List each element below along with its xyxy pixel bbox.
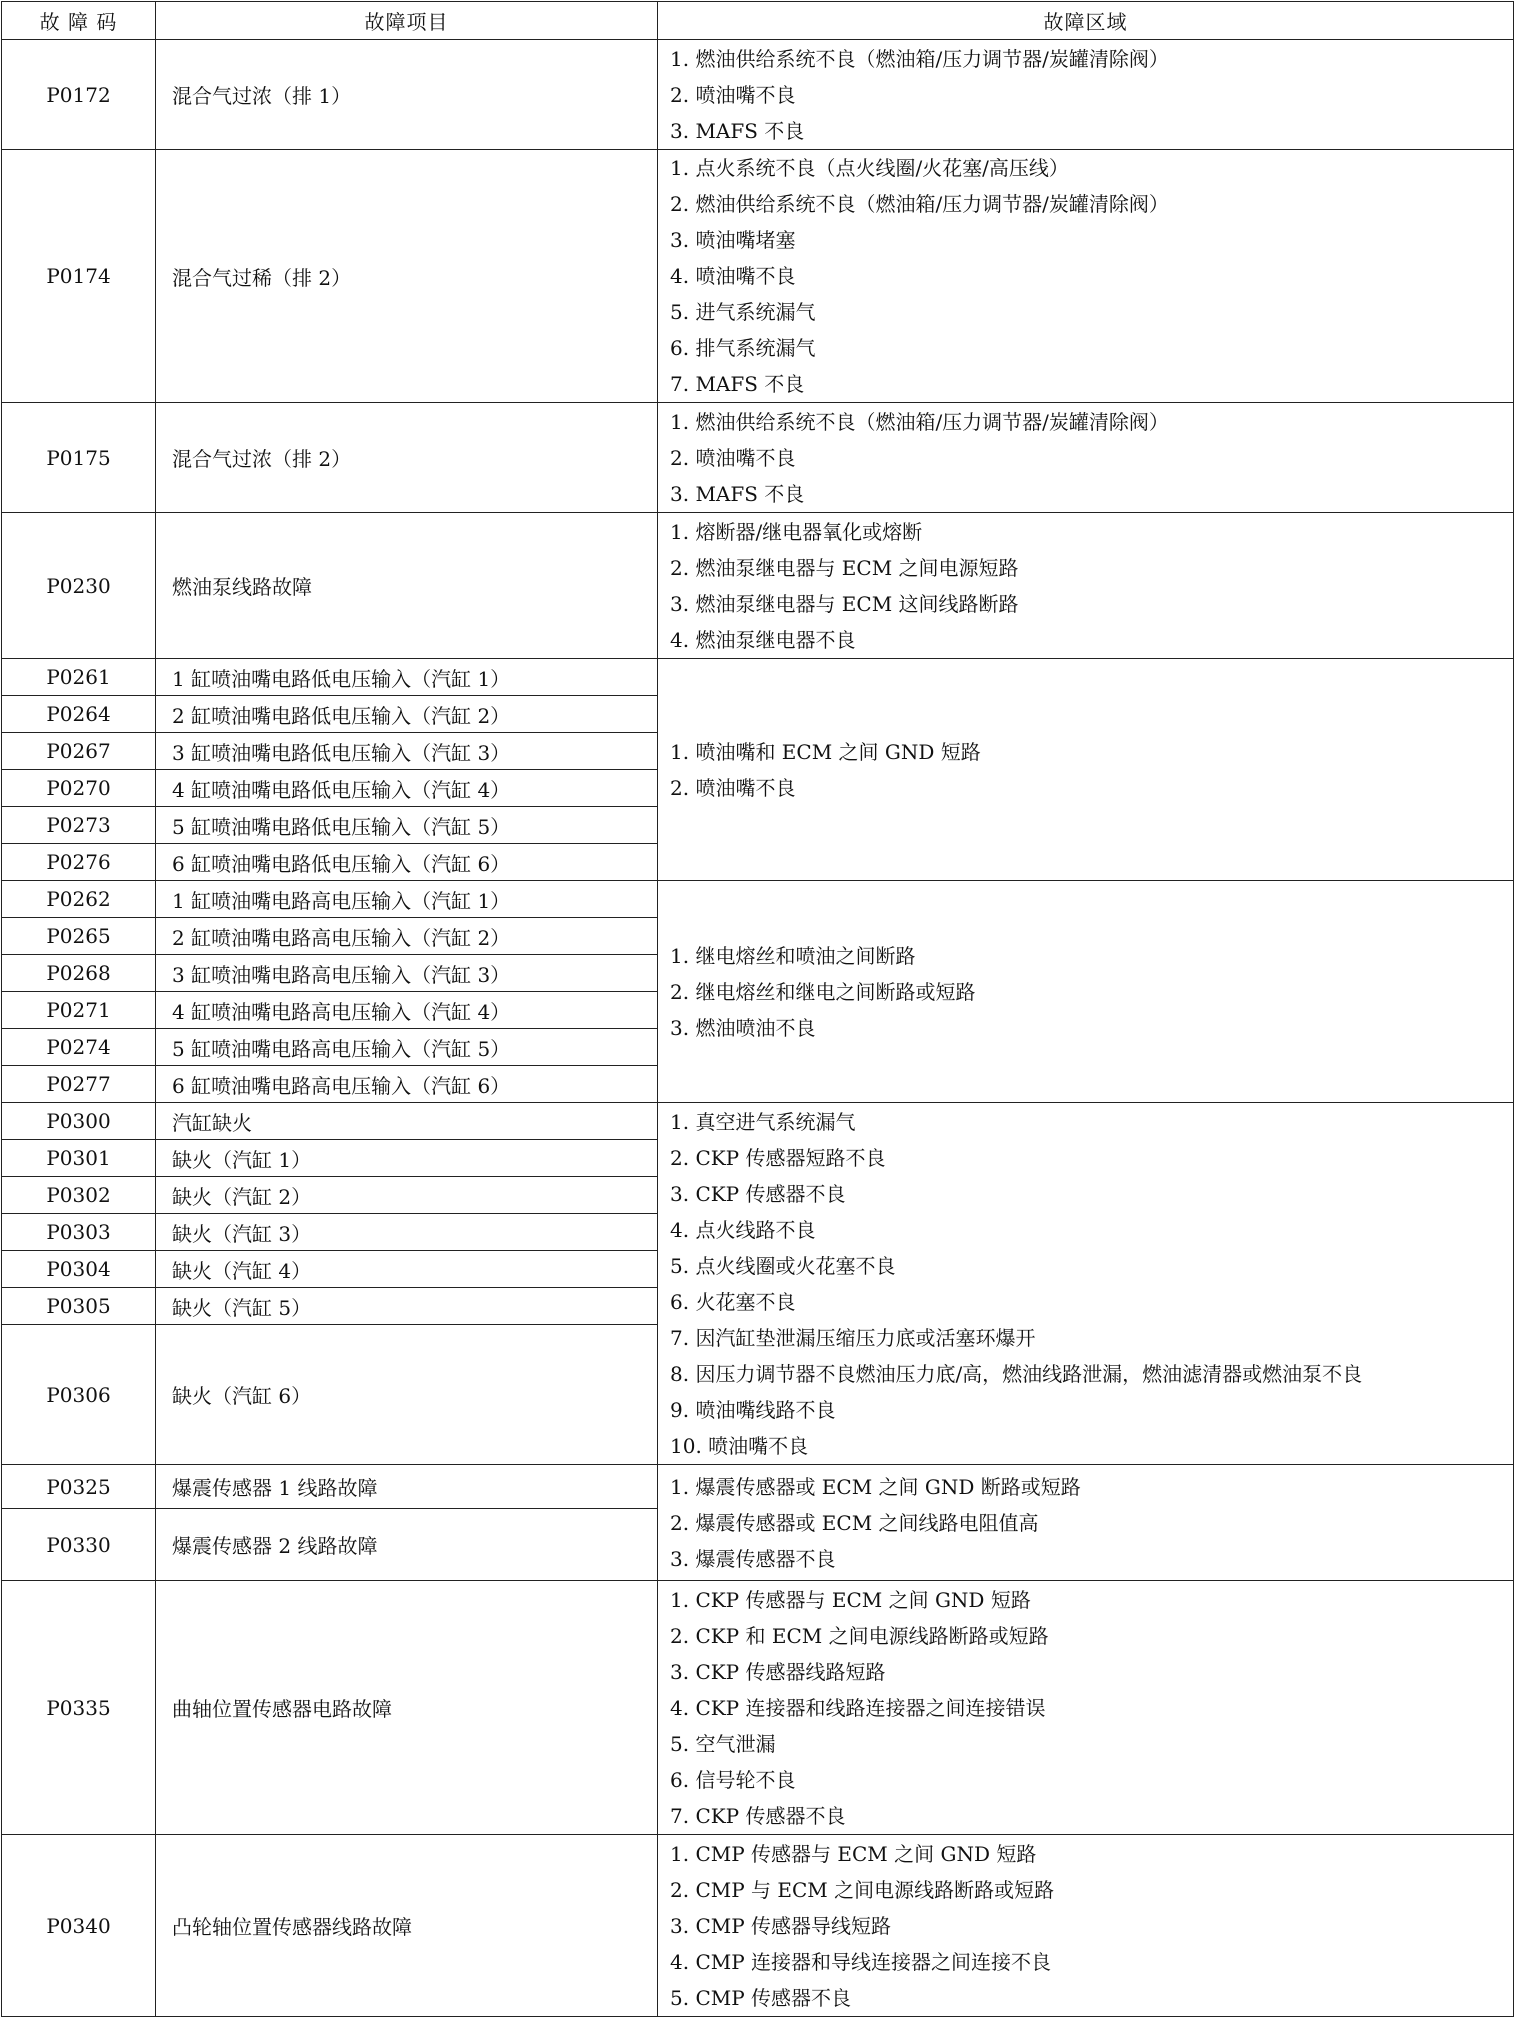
fault-code-cell: P0325 bbox=[2, 1465, 156, 1509]
fault-area-cell bbox=[658, 40, 1514, 150]
table-row bbox=[2, 1465, 1514, 1509]
fault-area-line: 3. CMP 传感器导线短路 bbox=[670, 1913, 892, 1938]
fault-area-line: 1. 继电熔丝和喷油之间断路 bbox=[670, 943, 916, 968]
fault-area-line: 5. 空气泄漏 bbox=[670, 1731, 776, 1756]
fault-item-cell: 缺火（汽缸 5） bbox=[156, 1288, 658, 1325]
table-row bbox=[2, 881, 1514, 918]
fault-area-line: 1. 喷油嘴和 ECM 之间 GND 短路 bbox=[670, 739, 981, 764]
fault-area-cell bbox=[658, 659, 1514, 881]
fault-area-cell bbox=[658, 1835, 1514, 2017]
fault-item-cell: 缺火（汽缸 3） bbox=[156, 1214, 658, 1251]
fault-area-line: 4. 点火线路不良 bbox=[670, 1217, 816, 1242]
fault-item-cell: 凸轮轴位置传感器线路故障 bbox=[156, 1835, 658, 2017]
fault-code-cell: P0264 bbox=[2, 696, 156, 733]
fault-area-line: 10. 喷油嘴不良 bbox=[670, 1433, 809, 1458]
fault-area-line: 3. MAFS 不良 bbox=[670, 481, 805, 506]
fault-code-cell: P0300 bbox=[2, 1103, 156, 1140]
fault-code-cell: P0175 bbox=[2, 403, 156, 513]
table-row bbox=[2, 150, 1514, 403]
table-row bbox=[2, 659, 1514, 696]
fault-area-line: 1. 熔断器/继电器氧化或熔断 bbox=[670, 519, 923, 544]
fault-code-cell: P0261 bbox=[2, 659, 156, 696]
fault-item-cell: 燃油泵线路故障 bbox=[156, 513, 658, 659]
fault-item-cell: 3 缸喷油嘴电路低电压输入（汽缸 3） bbox=[156, 733, 658, 770]
fault-item-cell: 缺火（汽缸 2） bbox=[156, 1177, 658, 1214]
fault-code-cell: P0306 bbox=[2, 1325, 156, 1465]
table-row bbox=[2, 513, 1514, 659]
fault-code-cell: P0304 bbox=[2, 1251, 156, 1288]
fault-code-cell: P0230 bbox=[2, 513, 156, 659]
fault-code-table bbox=[1, 1, 1514, 2017]
fault-area-line: 1. CKP 传感器与 ECM 之间 GND 短路 bbox=[670, 1587, 1031, 1612]
fault-code-cell: P0271 bbox=[2, 992, 156, 1029]
fault-area-line: 2. 燃油泵继电器与 ECM 之间电源短路 bbox=[670, 555, 1019, 580]
fault-area-line: 2. 继电熔丝和继电之间断路或短路 bbox=[670, 979, 976, 1004]
fault-item-cell: 4 缸喷油嘴电路低电压输入（汽缸 4） bbox=[156, 770, 658, 807]
fault-code-cell: P0262 bbox=[2, 881, 156, 918]
fault-area-line: 6. 排气系统漏气 bbox=[670, 336, 816, 360]
fault-area-line: 2. 喷油嘴不良 bbox=[670, 82, 796, 107]
fault-code-cell: P0274 bbox=[2, 1029, 156, 1066]
fault-area-line: 2. CKP 传感器短路不良 bbox=[670, 1145, 886, 1170]
table-row bbox=[2, 403, 1514, 513]
fault-area-line: 2. 爆震传感器或 ECM 之间线路电阻值高 bbox=[670, 1510, 1039, 1535]
fault-area-cell bbox=[658, 403, 1514, 513]
fault-area-line: 7. CKP 传感器不良 bbox=[670, 1803, 846, 1828]
fault-code-cell: P0273 bbox=[2, 807, 156, 844]
fault-area-line: 3. MAFS 不良 bbox=[670, 118, 805, 143]
fault-item-cell: 混合气过浓（排 1） bbox=[156, 40, 658, 150]
fault-item-cell: 4 缸喷油嘴电路高电压输入（汽缸 4） bbox=[156, 992, 658, 1029]
fault-area-line: 2. 喷油嘴不良 bbox=[670, 445, 796, 470]
fault-item-cell: 6 缸喷油嘴电路低电压输入（汽缸 6） bbox=[156, 844, 658, 881]
fault-area-cell bbox=[658, 1465, 1514, 1581]
table-row bbox=[2, 40, 1514, 150]
fault-item-cell: 混合气过稀（排 2） bbox=[156, 150, 658, 403]
fault-item-cell: 6 缸喷油嘴电路高电压输入（汽缸 6） bbox=[156, 1066, 658, 1103]
fault-item-cell: 缺火（汽缸 4） bbox=[156, 1251, 658, 1288]
fault-item-cell: 曲轴位置传感器电路故障 bbox=[156, 1581, 658, 1835]
fault-area-line: 2. CKP 和 ECM 之间电源线路断路或短路 bbox=[670, 1623, 1049, 1648]
fault-area-line: 2. CMP 与 ECM 之间电源线路断路或短路 bbox=[670, 1877, 1055, 1902]
fault-code-cell: P0305 bbox=[2, 1288, 156, 1325]
fault-item-cell: 汽缸缺火 bbox=[156, 1103, 658, 1140]
fault-area-line: 1. 点火系统不良（点火线圈/火花塞/高压线） bbox=[670, 156, 1069, 180]
fault-code-cell: P0330 bbox=[2, 1509, 156, 1581]
header-fault-area: 故障区域 bbox=[658, 2, 1514, 40]
fault-area-line: 5. CMP 传感器不良 bbox=[670, 1985, 852, 2010]
fault-area-line: 3. CKP 传感器线路短路 bbox=[670, 1659, 886, 1684]
fault-area-line: 4. CMP 连接器和导线连接器之间连接不良 bbox=[670, 1949, 1052, 1974]
fault-area-line: 1. 燃油供给系统不良（燃油箱/压力调节器/炭罐清除阀） bbox=[670, 409, 1169, 434]
fault-item-cell: 2 缸喷油嘴电路低电压输入（汽缸 2） bbox=[156, 696, 658, 733]
fault-code-cell: P0267 bbox=[2, 733, 156, 770]
fault-area-line: 3. 燃油喷油不良 bbox=[670, 1015, 816, 1040]
fault-area-line: 6. 信号轮不良 bbox=[670, 1767, 796, 1792]
fault-item-cell: 1 缸喷油嘴电路低电压输入（汽缸 1） bbox=[156, 659, 658, 696]
fault-code-cell: P0335 bbox=[2, 1581, 156, 1835]
fault-area-line: 2. 喷油嘴不良 bbox=[670, 775, 796, 800]
fault-area-line: 5. 点火线圈或火花塞不良 bbox=[670, 1253, 896, 1278]
fault-area-line: 1. 爆震传感器或 ECM 之间 GND 断路或短路 bbox=[670, 1474, 1081, 1499]
fault-code-cell: P0277 bbox=[2, 1066, 156, 1103]
table-row bbox=[2, 1581, 1514, 1835]
fault-area-line: 8. 因压力调节器不良燃油压力底/高，燃油线路泄漏，燃油滤清器或燃油泵不良 bbox=[670, 1361, 1363, 1386]
table-row bbox=[2, 1103, 1514, 1140]
fault-code-cell: P0174 bbox=[2, 150, 156, 403]
fault-area-line: 4. 燃油泵继电器不良 bbox=[670, 627, 856, 652]
fault-item-cell: 5 缸喷油嘴电路高电压输入（汽缸 5） bbox=[156, 1029, 658, 1066]
fault-area-line: 3. CKP 传感器不良 bbox=[670, 1181, 846, 1206]
fault-item-cell: 混合气过浓（排 2） bbox=[156, 403, 658, 513]
fault-area-line: 6. 火花塞不良 bbox=[670, 1289, 796, 1314]
fault-area-cell bbox=[658, 881, 1514, 1103]
fault-code-cell: P0340 bbox=[2, 1835, 156, 2017]
fault-code-cell: P0268 bbox=[2, 955, 156, 992]
fault-item-cell: 1 缸喷油嘴电路高电压输入（汽缸 1） bbox=[156, 881, 658, 918]
fault-area-line: 1. 燃油供给系统不良（燃油箱/压力调节器/炭罐清除阀） bbox=[670, 46, 1169, 71]
fault-item-cell: 缺火（汽缸 1） bbox=[156, 1140, 658, 1177]
fault-area-line: 2. 燃油供给系统不良（燃油箱/压力调节器/炭罐清除阀） bbox=[670, 192, 1169, 216]
fault-area-line: 4. CKP 连接器和线路连接器之间连接错误 bbox=[670, 1695, 1046, 1720]
fault-code-cell: P0265 bbox=[2, 918, 156, 955]
fault-area-line: 3. 爆震传感器不良 bbox=[670, 1546, 836, 1571]
fault-item-cell: 缺火（汽缸 6） bbox=[156, 1325, 658, 1465]
fault-area-line: 3. 喷油嘴堵塞 bbox=[670, 228, 796, 252]
fault-code-cell: P0270 bbox=[2, 770, 156, 807]
fault-area-cell bbox=[658, 513, 1514, 659]
header-fault-code: 故 障 码 bbox=[2, 2, 156, 40]
fault-area-line: 7. MAFS 不良 bbox=[670, 372, 805, 396]
fault-item-cell: 5 缸喷油嘴电路低电压输入（汽缸 5） bbox=[156, 807, 658, 844]
fault-item-cell: 爆震传感器 1 线路故障 bbox=[156, 1465, 658, 1509]
fault-area-line: 7. 因汽缸垫泄漏压缩压力底或活塞环爆开 bbox=[670, 1325, 1036, 1350]
table-header-row bbox=[2, 2, 1514, 40]
fault-code-cell: P0303 bbox=[2, 1214, 156, 1251]
fault-code-cell: P0276 bbox=[2, 844, 156, 881]
fault-area-line: 1. CMP 传感器与 ECM 之间 GND 短路 bbox=[670, 1841, 1037, 1866]
fault-item-cell: 2 缸喷油嘴电路高电压输入（汽缸 2） bbox=[156, 918, 658, 955]
fault-area-line: 3. 燃油泵继电器与 ECM 这间线路断路 bbox=[670, 591, 1019, 616]
fault-area-line: 4. 喷油嘴不良 bbox=[670, 264, 796, 288]
fault-code-cell: P0301 bbox=[2, 1140, 156, 1177]
table-body bbox=[2, 40, 1514, 2017]
fault-item-cell: 3 缸喷油嘴电路高电压输入（汽缸 3） bbox=[156, 955, 658, 992]
fault-item-cell: 爆震传感器 2 线路故障 bbox=[156, 1509, 658, 1581]
fault-area-line: 9. 喷油嘴线路不良 bbox=[670, 1397, 836, 1422]
fault-code-cell: P0302 bbox=[2, 1177, 156, 1214]
table-row bbox=[2, 1835, 1514, 2017]
fault-area-cell bbox=[658, 1581, 1514, 1835]
fault-area-line: 5. 进气系统漏气 bbox=[670, 300, 816, 324]
fault-code-cell: P0172 bbox=[2, 40, 156, 150]
fault-area-line: 1. 真空进气系统漏气 bbox=[670, 1109, 856, 1134]
fault-area-cell bbox=[658, 1103, 1514, 1465]
fault-area-cell bbox=[658, 150, 1514, 403]
header-fault-item: 故障项目 bbox=[156, 2, 658, 40]
